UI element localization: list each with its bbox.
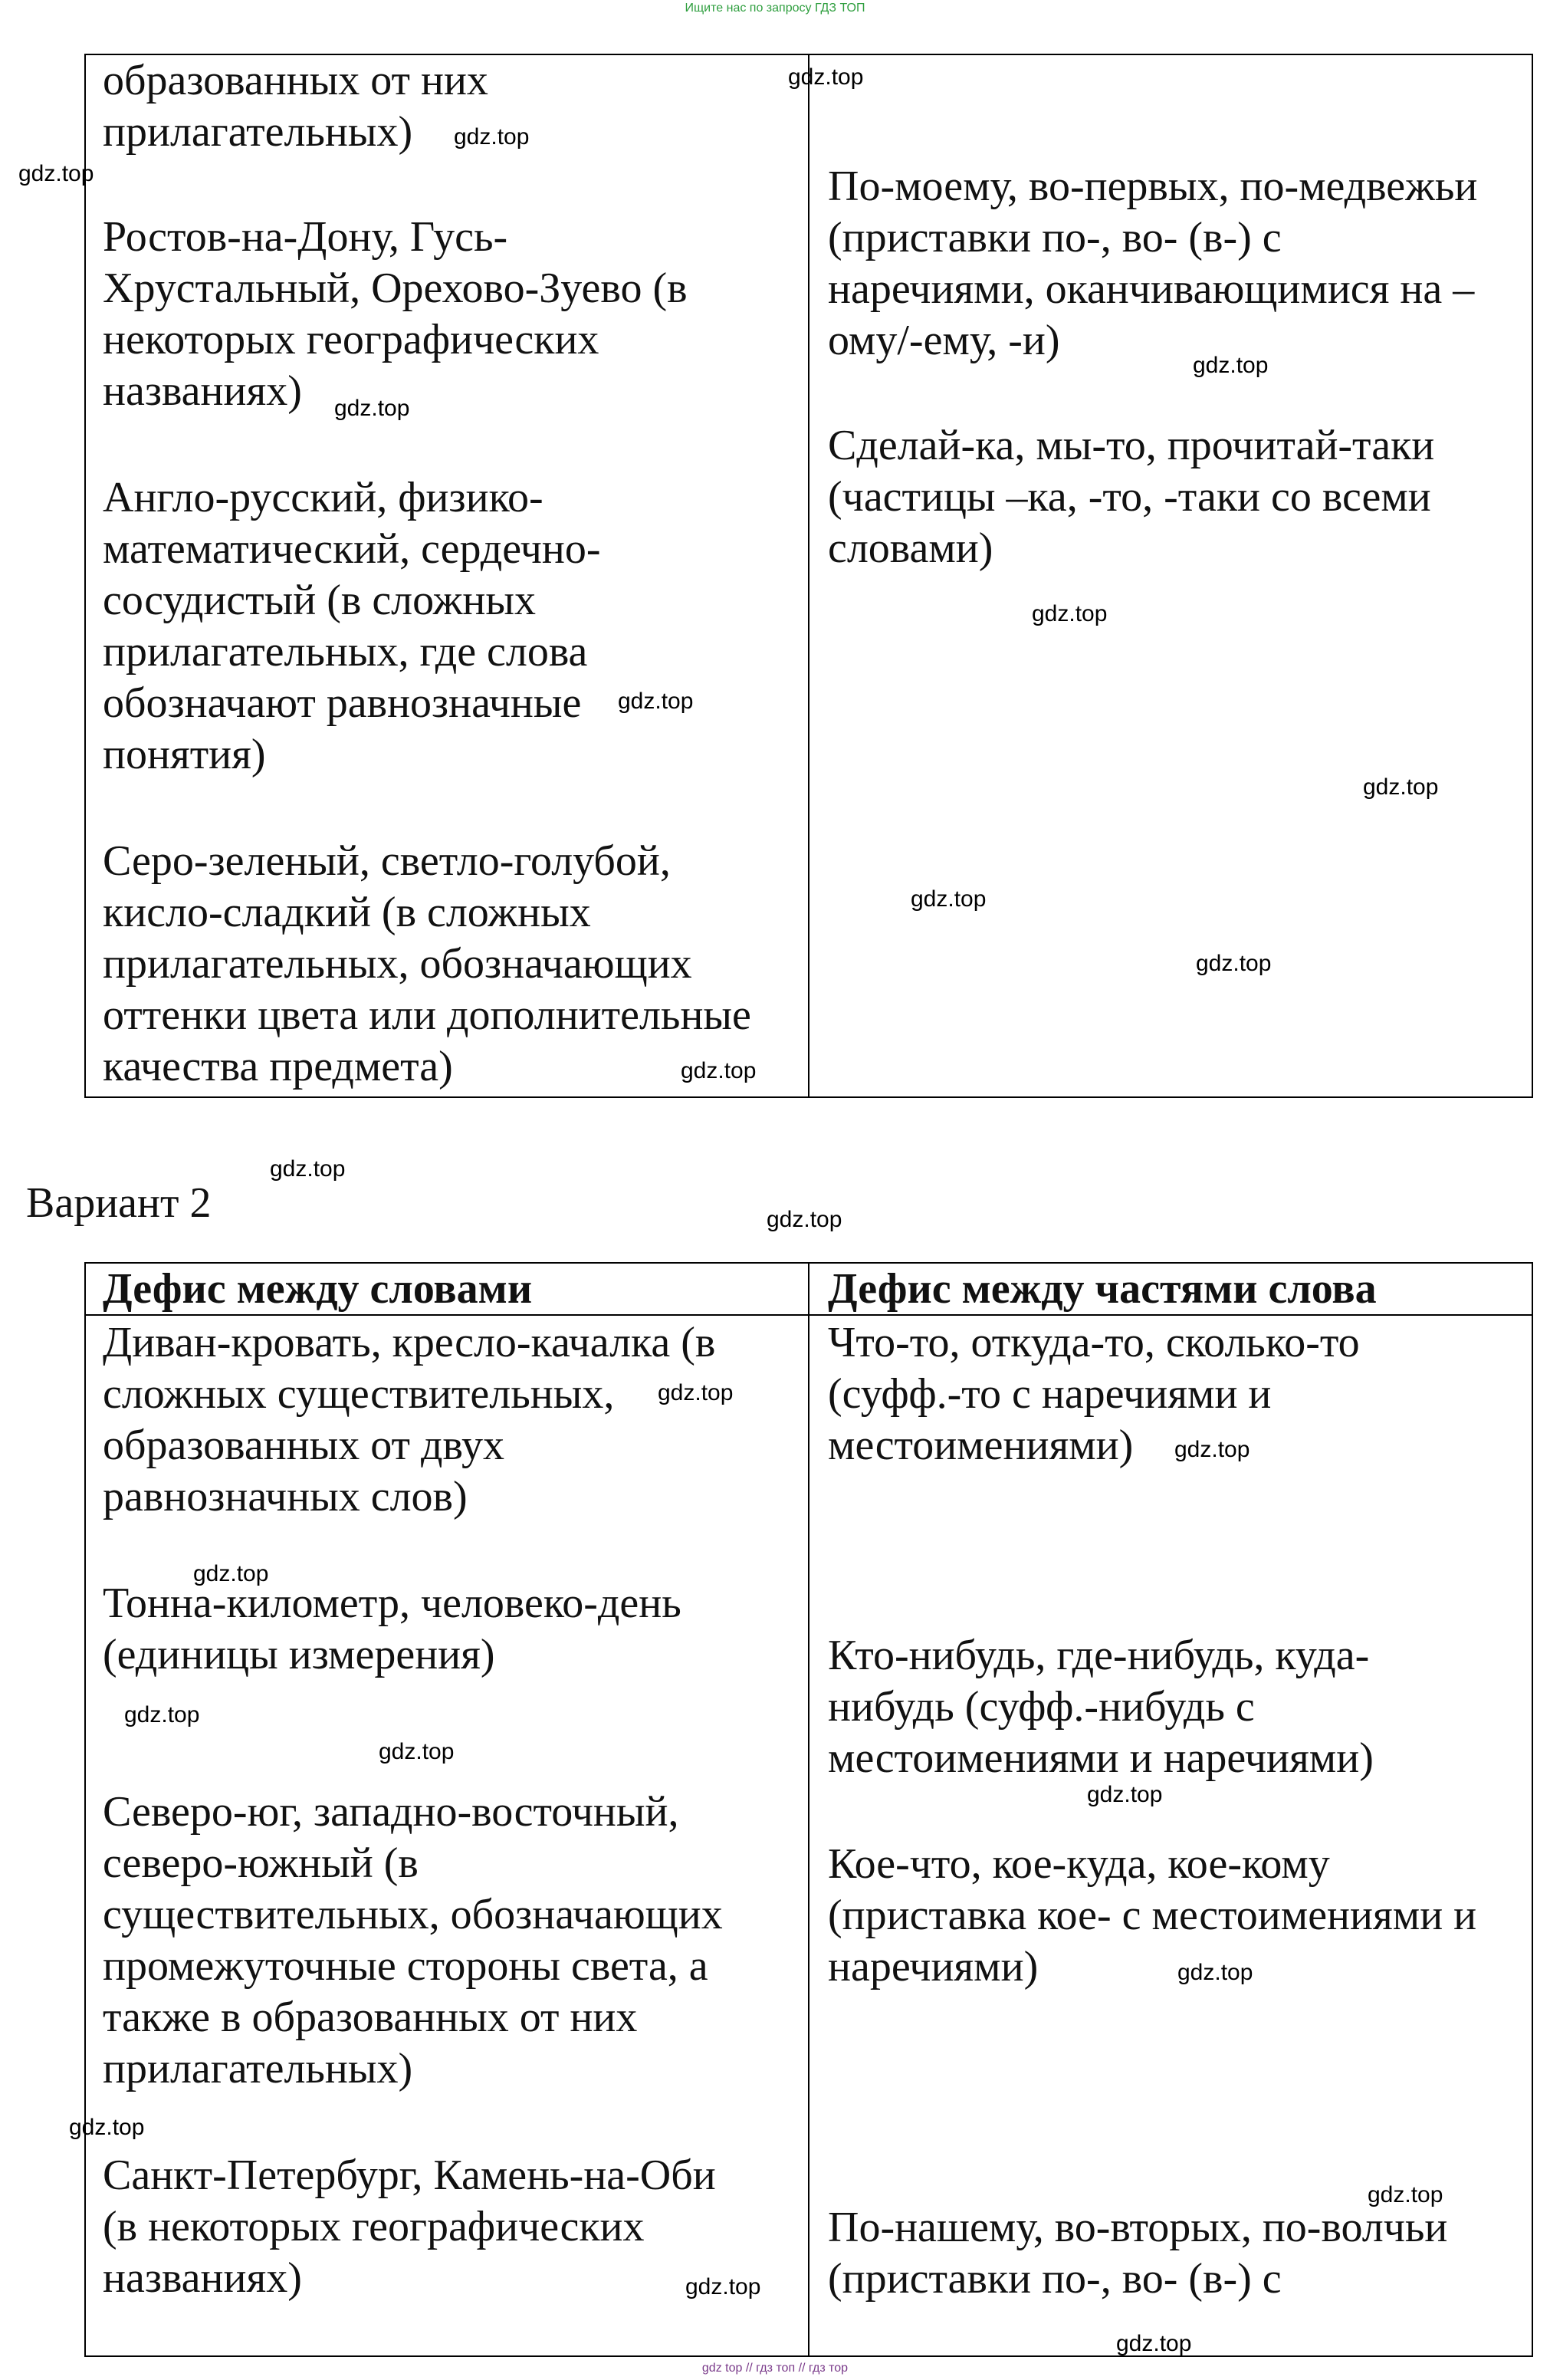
table2-right-cell-1: Что-то, откуда-то, сколько-то (суфф.-то с наречиями и местоимениями) [828, 1319, 1360, 1469]
watermark: gdz.top [1368, 2182, 1443, 2207]
watermark: gdz.top [618, 689, 694, 714]
table1-right-cell-2: Сделай-ка, мы-то, прочитай-таки (частицы –ка, -то, -таки со всеми словами) [828, 422, 1435, 572]
watermark: gdz.top [1177, 1960, 1253, 1985]
bottom-banner[interactable]: gdz top // гдз топ // гдз тор [701, 2362, 849, 2375]
watermark: gdz.top [911, 886, 987, 912]
table2-header-right: Дефис между частями слова [828, 1265, 1377, 1313]
table1-left-cell-2: Ростов-на-Дону, Гусь- Хрустальный, Орехово-Зуево (в некоторых географических названиях) [103, 213, 688, 415]
watermark: gdz.top [1087, 1782, 1163, 1807]
table1-right-cell-1: По-моему, во-первых, по-медвежьи (приставки по-, во- (в-) с наречиями, оканчивающимися на – ому/-ему, -и) [828, 163, 1478, 364]
watermark: gdz.top [681, 1058, 757, 1083]
watermark: gdz.top [685, 2274, 761, 2299]
watermark: gdz.top [334, 396, 410, 421]
table1-left-cell-3: Англо-русский, физико- математический, сердечно- сосудистый (в сложных прилагательных, где слова обозначают равнозначные понятия) [103, 474, 601, 778]
watermark: gdz.top [1363, 774, 1439, 800]
watermark: gdz.top [1193, 353, 1269, 378]
watermark: gdz.top [18, 161, 94, 186]
table1-left-cell-1: образованных от них прилагательных) [103, 57, 488, 156]
table2-left-cell-4: Санкт-Петербург, Камень-на-Оби (в некоторых географических названиях) [103, 2152, 716, 2302]
top-banner[interactable]: Ищите нас по запросу ГДЗ ТОП [685, 2, 865, 15]
watermark: gdz.top [124, 1702, 200, 1727]
watermark: gdz.top [270, 1156, 346, 1182]
watermark: gdz.top [1032, 601, 1108, 626]
table2-column-divider [808, 1262, 809, 2357]
table2-left-cell-1: Диван-кровать, кресло-качалка (в сложных существительных, образованных от двух равнозначных слов) [103, 1319, 716, 1520]
watermark: gdz.top [1116, 2331, 1192, 2356]
table2-left-cell-3: Северо-юг, западно-восточный, северо-южный (в существительных, обозначающих промежуточные стороны света, а также в образованных от них прилагательных) [103, 1788, 723, 2092]
watermark: gdz.top [193, 1561, 269, 1586]
watermark: gdz.top [1196, 951, 1272, 976]
watermark: gdz.top [69, 2115, 145, 2140]
table2-header-left: Дефис между словами [103, 1265, 533, 1313]
watermark: gdz.top [767, 1207, 842, 1232]
table2-right-cell-4: По-нашему, во-вторых, по-волчьи (приставки по-, во- (в-) с [828, 2204, 1448, 2303]
watermark: gdz.top [788, 64, 864, 90]
table2-right-cell-2: Кто-нибудь, где-нибудь, куда- нибудь (суфф.-нибудь с местоимениями и наречиями) [828, 1632, 1374, 1782]
watermark: gdz.top [1174, 1437, 1250, 1462]
watermark: gdz.top [658, 1380, 734, 1405]
variant2-title: Вариант 2 [26, 1179, 212, 1227]
table2-right-cell-3: Кое-что, кое-куда, кое-кому (приставка кое- с местоимениями и наречиями) [828, 1840, 1477, 1990]
watermark: gdz.top [454, 124, 530, 150]
watermark: gdz.top [379, 1739, 455, 1764]
table1-column-divider [808, 54, 809, 1098]
table2-left-cell-2: Тонна-километр, человеко-день (единицы измерения) [103, 1580, 681, 1678]
table1-left-cell-4: Серо-зеленый, светло-голубой, кисло-сладкий (в сложных прилагательных, обозначающих оттенки цвета или дополнительные качества предмета) [103, 837, 751, 1090]
